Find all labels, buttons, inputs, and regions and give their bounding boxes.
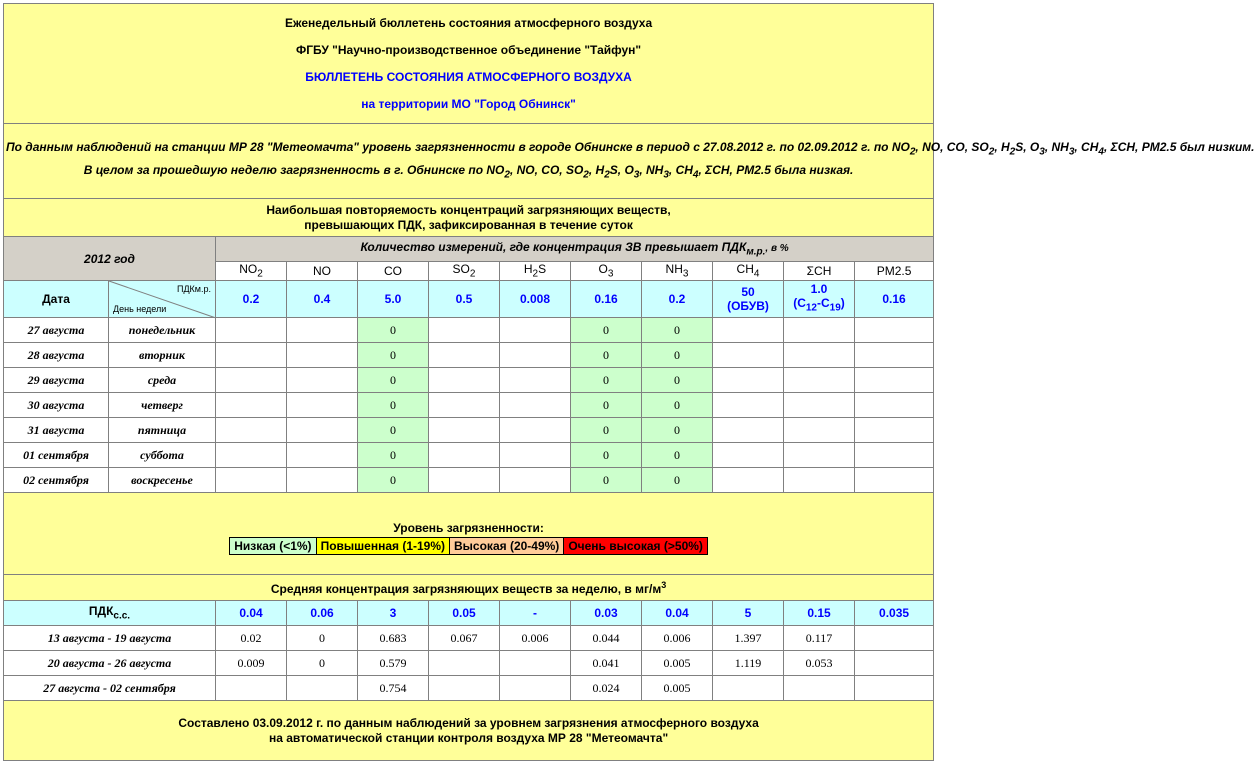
day-value xyxy=(713,443,784,468)
day-date: 01 сентября xyxy=(4,443,109,468)
day-value: 0 xyxy=(358,318,429,343)
day-value: 0 xyxy=(571,468,642,493)
day-value xyxy=(500,318,571,343)
average-value xyxy=(500,651,571,676)
day-value xyxy=(784,393,855,418)
pdk-ss-value: 0.04 xyxy=(216,601,287,626)
day-value xyxy=(429,443,500,468)
day-weekday: понедельник xyxy=(109,318,216,343)
day-value xyxy=(216,443,287,468)
day-value xyxy=(855,393,934,418)
day-value xyxy=(713,418,784,443)
diag-pdk-label: ПДКм.р. xyxy=(176,284,211,294)
day-value xyxy=(855,318,934,343)
header-line3: БЮЛЛЕТЕНЬ СОСТОЯНИЯ АТМОСФЕРНОГО ВОЗДУХА xyxy=(305,69,632,84)
day-row xyxy=(4,343,934,368)
day-value xyxy=(216,393,287,418)
day-value xyxy=(500,443,571,468)
day-value: 0 xyxy=(642,468,713,493)
average-value xyxy=(855,676,934,701)
day-value xyxy=(287,368,358,393)
pdk-ss-value: - xyxy=(500,601,571,626)
day-value xyxy=(855,418,934,443)
average-value: 0 xyxy=(287,651,358,676)
day-value xyxy=(500,393,571,418)
count-header: Количество измерений, где концентрация ЗВ превышает $ПДК_{м.р.}$, в % xyxy=(216,237,934,262)
pdk-mr-sch: 1.0 $(C_{12}-C_{19})$ xyxy=(784,281,855,318)
day-value: 0 xyxy=(358,393,429,418)
pdk-mr-value: 0.4 xyxy=(287,281,358,318)
day-weekday: суббота xyxy=(109,443,216,468)
average-value xyxy=(855,651,934,676)
day-value: 0 xyxy=(571,343,642,368)
pollutant-header: ΣCH xyxy=(784,262,855,281)
average-row xyxy=(4,676,934,701)
average-value: 0.009 xyxy=(216,651,287,676)
average-value: 1.397 xyxy=(713,626,784,651)
average-value xyxy=(713,676,784,701)
pdk-ss-label: $ПДК_{с.с.}$ xyxy=(4,601,216,626)
day-value xyxy=(429,368,500,393)
average-value: 0.006 xyxy=(642,626,713,651)
day-date: 27 августа xyxy=(4,318,109,343)
day-value xyxy=(784,368,855,393)
legend-title: Уровень загрязненности: xyxy=(393,520,544,535)
day-date: 29 августа xyxy=(4,368,109,393)
average-value xyxy=(216,676,287,701)
pdk-mr-value: 0.16 xyxy=(571,281,642,318)
day-date: 28 августа xyxy=(4,343,109,368)
average-value xyxy=(287,676,358,701)
bulletin-header xyxy=(4,4,934,124)
footer-line2: на автоматической станции контроля воздуха МР 28 "Метеомачта" xyxy=(268,730,669,745)
day-value xyxy=(855,443,934,468)
pdk-mr-value: 0.2 xyxy=(642,281,713,318)
average-value: 0 xyxy=(287,626,358,651)
date-label: Дата xyxy=(4,281,109,318)
day-value: 0 xyxy=(358,368,429,393)
day-value xyxy=(784,418,855,443)
legend-item: Повышенная (1-19%) xyxy=(317,538,450,554)
summary-block xyxy=(4,124,1255,199)
average-value xyxy=(429,676,500,701)
day-value: 0 xyxy=(358,443,429,468)
pdk-mr-ch4: 50 (ОБУВ) xyxy=(713,281,784,318)
header-line2: ФГБУ "Научно-производственное объединение "Тайфун" xyxy=(296,42,642,57)
day-value xyxy=(784,468,855,493)
day-value xyxy=(429,393,500,418)
average-value: 0.006 xyxy=(500,626,571,651)
pdk-mr-value: 0.2 xyxy=(216,281,287,318)
average-value: 0.041 xyxy=(571,651,642,676)
average-value: 0.683 xyxy=(358,626,429,651)
day-weekday: воскресенье xyxy=(109,468,216,493)
pollutant-header: $CH_4$ xyxy=(713,262,784,281)
average-period: 27 августа - 02 сентября xyxy=(4,676,216,701)
pollutant-header: NO xyxy=(287,262,358,281)
day-value xyxy=(216,318,287,343)
pdk-ss-value: 0.035 xyxy=(855,601,934,626)
day-value xyxy=(216,418,287,443)
day-value xyxy=(855,343,934,368)
day-value: 0 xyxy=(571,368,642,393)
average-value: 0.02 xyxy=(216,626,287,651)
header-line1: Еженедельный бюллетень состояния атмосферного воздуха xyxy=(285,15,653,30)
day-value xyxy=(429,468,500,493)
legend-item: Очень высокая (>50%) xyxy=(564,538,707,554)
day-value xyxy=(216,368,287,393)
day-value: 0 xyxy=(642,443,713,468)
day-value: 0 xyxy=(571,393,642,418)
day-value xyxy=(500,368,571,393)
day-value xyxy=(500,343,571,368)
average-period: 13 августа - 19 августа xyxy=(4,626,216,651)
day-weekday: четверг xyxy=(109,393,216,418)
average-value: 0.754 xyxy=(358,676,429,701)
footer-line1: Составлено 03.09.2012 г. по данным наблюдений за уровнем загрязнения атмосферного воздуха xyxy=(178,715,759,730)
summary-p2: В целом за прошедшую неделю загрязненность в г. Обнинске по $NO_2$, NO, CO, $SO_2$, $H_2S$, $O_3$, $NH_3$, $CH_4$, ΣCH, PM2.5 была низкая. xyxy=(83,163,854,181)
pollutant-header: $O_3$ xyxy=(571,262,642,281)
pdk-ss-value: 0.03 xyxy=(571,601,642,626)
day-value xyxy=(713,468,784,493)
day-value: 0 xyxy=(571,443,642,468)
pdk-mr-row xyxy=(4,281,934,318)
day-value xyxy=(713,393,784,418)
day-value xyxy=(287,343,358,368)
summary-p1: По данным наблюдений на станции МР 28 "Метеомачта" уровень загрязненности в городе Обнинске в период с 27.08.2012 г. по 02.09.2012 г. по $NO_2$, NO, CO, $SO_2$, $H_2S$, $O_3$, $NH_3$, $CH_4$, ΣCH, PM2.5 был низким. xyxy=(6,139,1255,157)
pdk-ss-row xyxy=(4,601,934,626)
repeat-title-line1: Наибольшая повторяемость концентраций загрязняющих веществ, xyxy=(266,202,671,217)
pdk-mr-value: 0.008 xyxy=(500,281,571,318)
pollutant-header: $H_2S$ xyxy=(500,262,571,281)
legend-item: Низкая (<1%) xyxy=(230,538,316,554)
day-row xyxy=(4,368,934,393)
pdk-mr-pm25: 0.16 xyxy=(855,281,934,318)
pdk-ss-value: 0.06 xyxy=(287,601,358,626)
day-value: 0 xyxy=(642,368,713,393)
day-value xyxy=(429,418,500,443)
bulletin-table xyxy=(3,3,1255,761)
day-value xyxy=(784,443,855,468)
day-value xyxy=(429,343,500,368)
day-weekday: пятница xyxy=(109,418,216,443)
day-value xyxy=(287,468,358,493)
day-value: 0 xyxy=(642,318,713,343)
day-row xyxy=(4,468,934,493)
average-value xyxy=(784,676,855,701)
average-value: 0.005 xyxy=(642,651,713,676)
pollutant-header: CO xyxy=(358,262,429,281)
pdk-ss-value: 0.04 xyxy=(642,601,713,626)
pollutant-header: $NO_2$ xyxy=(216,262,287,281)
day-value: 0 xyxy=(571,318,642,343)
average-value xyxy=(855,626,934,651)
day-value xyxy=(500,468,571,493)
average-title: Средняя концентрация загрязняющих веществ за неделю, в $мг/м^3$ xyxy=(4,575,934,601)
day-value xyxy=(287,418,358,443)
average-rows xyxy=(4,626,934,701)
pdk-ss-value: 0.05 xyxy=(429,601,500,626)
day-value: 0 xyxy=(642,418,713,443)
header-line4: на территории МО "Город Обнинск" xyxy=(361,96,576,111)
day-date: 30 августа xyxy=(4,393,109,418)
day-value: 0 xyxy=(642,343,713,368)
average-value: 0.067 xyxy=(429,626,500,651)
day-value: 0 xyxy=(358,468,429,493)
day-value xyxy=(216,468,287,493)
day-value xyxy=(713,368,784,393)
pdk-mr-value: 5.0 xyxy=(358,281,429,318)
day-date: 02 сентября xyxy=(4,468,109,493)
day-value xyxy=(287,443,358,468)
average-value: 0.053 xyxy=(784,651,855,676)
legend-item: Высокая (20-49%) xyxy=(450,538,564,554)
average-value: 0.005 xyxy=(642,676,713,701)
average-row xyxy=(4,626,934,651)
average-value xyxy=(500,676,571,701)
day-value xyxy=(500,418,571,443)
day-weekday: среда xyxy=(109,368,216,393)
pollutant-header: $NH_3$ xyxy=(642,262,713,281)
day-value: 0 xyxy=(571,418,642,443)
average-value: 0.044 xyxy=(571,626,642,651)
day-value xyxy=(429,318,500,343)
day-value xyxy=(784,343,855,368)
repeat-title xyxy=(4,199,934,237)
day-row xyxy=(4,318,934,343)
day-value xyxy=(216,343,287,368)
pollutant-header: PM2.5 xyxy=(855,262,934,281)
repeat-title-line2: превышающих ПДК, зафиксированная в течение суток xyxy=(304,217,633,232)
legend-block xyxy=(4,493,934,575)
average-value: 0.579 xyxy=(358,651,429,676)
day-value xyxy=(855,368,934,393)
day-value: 0 xyxy=(358,418,429,443)
day-value xyxy=(287,393,358,418)
average-value xyxy=(429,651,500,676)
day-value xyxy=(784,318,855,343)
day-row xyxy=(4,393,934,418)
day-value xyxy=(287,318,358,343)
day-weekday: вторник xyxy=(109,343,216,368)
pdk-mr-value: 0.5 xyxy=(429,281,500,318)
day-value xyxy=(713,318,784,343)
diag-header-cell xyxy=(109,281,216,318)
day-row xyxy=(4,418,934,443)
day-date: 31 августа xyxy=(4,418,109,443)
pdk-ss-value: 3 xyxy=(358,601,429,626)
day-row xyxy=(4,443,934,468)
day-value xyxy=(855,468,934,493)
average-period: 20 августа - 26 августа xyxy=(4,651,216,676)
year-label: 2012 год xyxy=(4,237,216,281)
average-value: 0.117 xyxy=(784,626,855,651)
average-value: 1.119 xyxy=(713,651,784,676)
pdk-ss-value: 5 xyxy=(713,601,784,626)
average-row xyxy=(4,651,934,676)
day-rows xyxy=(4,318,934,493)
average-value: 0.024 xyxy=(571,676,642,701)
legend-items xyxy=(229,537,708,555)
pollutant-header: $SO_2$ xyxy=(429,262,500,281)
diag-weekday-label: День недели xyxy=(113,304,167,314)
day-value xyxy=(713,343,784,368)
pdk-ss-value: 0.15 xyxy=(784,601,855,626)
footer xyxy=(4,701,934,761)
day-value: 0 xyxy=(642,393,713,418)
day-value: 0 xyxy=(358,343,429,368)
